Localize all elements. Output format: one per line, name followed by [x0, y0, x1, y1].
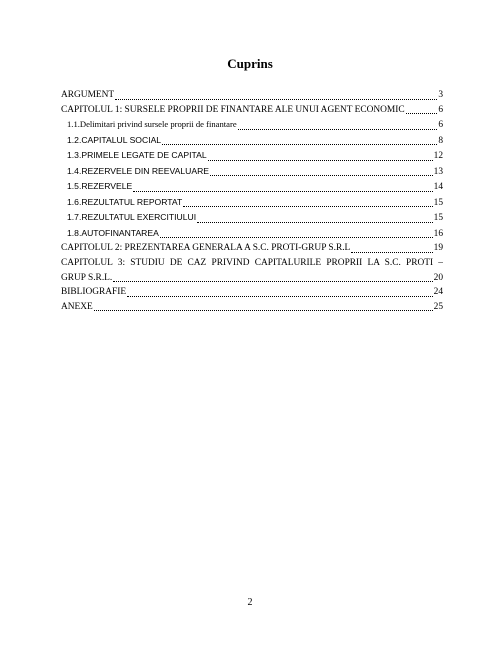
- toc-title: Cuprins: [227, 56, 273, 71]
- toc-entry[interactable]: [61, 164, 443, 180]
- toc-entry-label: 1.2.CAPITALUL SOCIAL: [67, 134, 162, 145]
- toc-entry-label: 1.7.REZULTATUL EXERCITIULUI: [67, 212, 197, 223]
- toc-leader-dots: [113, 280, 432, 282]
- toc-entry[interactable]: [61, 133, 443, 149]
- toc-leader-dots: [351, 251, 432, 253]
- page-number: 2: [247, 597, 253, 608]
- toc-entry-label: CAPITOLUL 1: SURSELE PROPRII DE FINANTARE ALE UNUI AGENT ECONOMIC: [61, 104, 405, 115]
- toc-entry-label-line1: CAPITOLUL 3: STUDIU DE CAZ PRIVIND CAPITALURILE PROPRII LA S.C. PROTI –: [61, 258, 443, 269]
- toc-entry-page: 6: [438, 120, 443, 131]
- toc-entry-label: 1.8.AUTOFINANTAREA: [67, 227, 159, 238]
- toc-leader-dots: [133, 190, 432, 192]
- toc-entry-page: 8: [438, 135, 443, 146]
- toc-entry-label: 1.3.PRIMELE LEGATE DE CAPITAL: [67, 150, 207, 161]
- toc-leader-dots: [160, 236, 433, 238]
- toc-entry-page: 12: [433, 151, 443, 162]
- toc-entry-page: 15: [433, 213, 443, 224]
- toc-entry-label-line2: GRUP S.R.L.: [61, 272, 113, 283]
- toc-leader-dots: [208, 159, 433, 161]
- toc-entry-label: CAPITOLUL 2: PREZENTAREA GENERALA A S.C. PROTI-GRUP S.R.L: [61, 243, 351, 254]
- toc-entry-page: 14: [433, 182, 443, 193]
- toc-leader-dots: [210, 174, 433, 176]
- toc-entry[interactable]: [61, 210, 443, 226]
- toc-leader-dots: [238, 128, 438, 130]
- toc-entry[interactable]: [61, 103, 443, 118]
- toc-entry-page: 19: [433, 243, 443, 254]
- toc-entry[interactable]: [61, 88, 443, 103]
- toc-entry[interactable]: [61, 241, 443, 256]
- toc-leader-dots: [115, 98, 437, 100]
- toc-leader-dots: [94, 309, 433, 311]
- toc-entry-label: BIBLIOGRAFIE: [61, 287, 127, 298]
- toc-entry-label: ARGUMENT: [61, 90, 115, 100]
- toc-entry-page: 24: [433, 287, 443, 298]
- toc-leader-dots: [183, 205, 432, 207]
- toc-entry-label: ANEXE: [61, 301, 93, 312]
- toc-leader-dots: [162, 143, 437, 145]
- toc-entry[interactable]: [61, 285, 443, 300]
- toc-entry-label: 1.5.REZERVELE: [67, 181, 133, 192]
- toc-entry-page: 13: [433, 166, 443, 177]
- toc-leader-dots: [127, 295, 433, 297]
- toc-leader-dots: [197, 221, 433, 223]
- toc-entry-page: 16: [433, 228, 443, 239]
- toc-entry[interactable]: [61, 195, 443, 211]
- toc-entry-label: 1.6.REZULTATUL REPORTAT: [67, 196, 183, 207]
- toc-entry-page: 15: [433, 197, 443, 208]
- toc-entry-label: 1.4.REZERVELE DIN REEVALUARE: [67, 165, 210, 176]
- toc-entry-chapter-3-line2[interactable]: [61, 271, 443, 286]
- toc-entry-label: 1.1.Delimitari privind sursele proprii de finantare: [67, 119, 237, 130]
- toc-entry-page: 20: [433, 272, 443, 283]
- table-of-contents: [61, 88, 443, 314]
- toc-leader-dots: [406, 112, 438, 114]
- toc-entry-page: 6: [438, 104, 443, 115]
- toc-entry[interactable]: [61, 300, 443, 315]
- toc-entry-page: 3: [438, 90, 443, 100]
- toc-entry[interactable]: [61, 226, 443, 242]
- toc-entry[interactable]: [61, 148, 443, 164]
- toc-entry[interactable]: [61, 117, 443, 133]
- toc-entry-page: 25: [433, 301, 443, 312]
- toc-entry[interactable]: [61, 179, 443, 195]
- toc-entry-chapter-3[interactable]: [61, 256, 443, 271]
